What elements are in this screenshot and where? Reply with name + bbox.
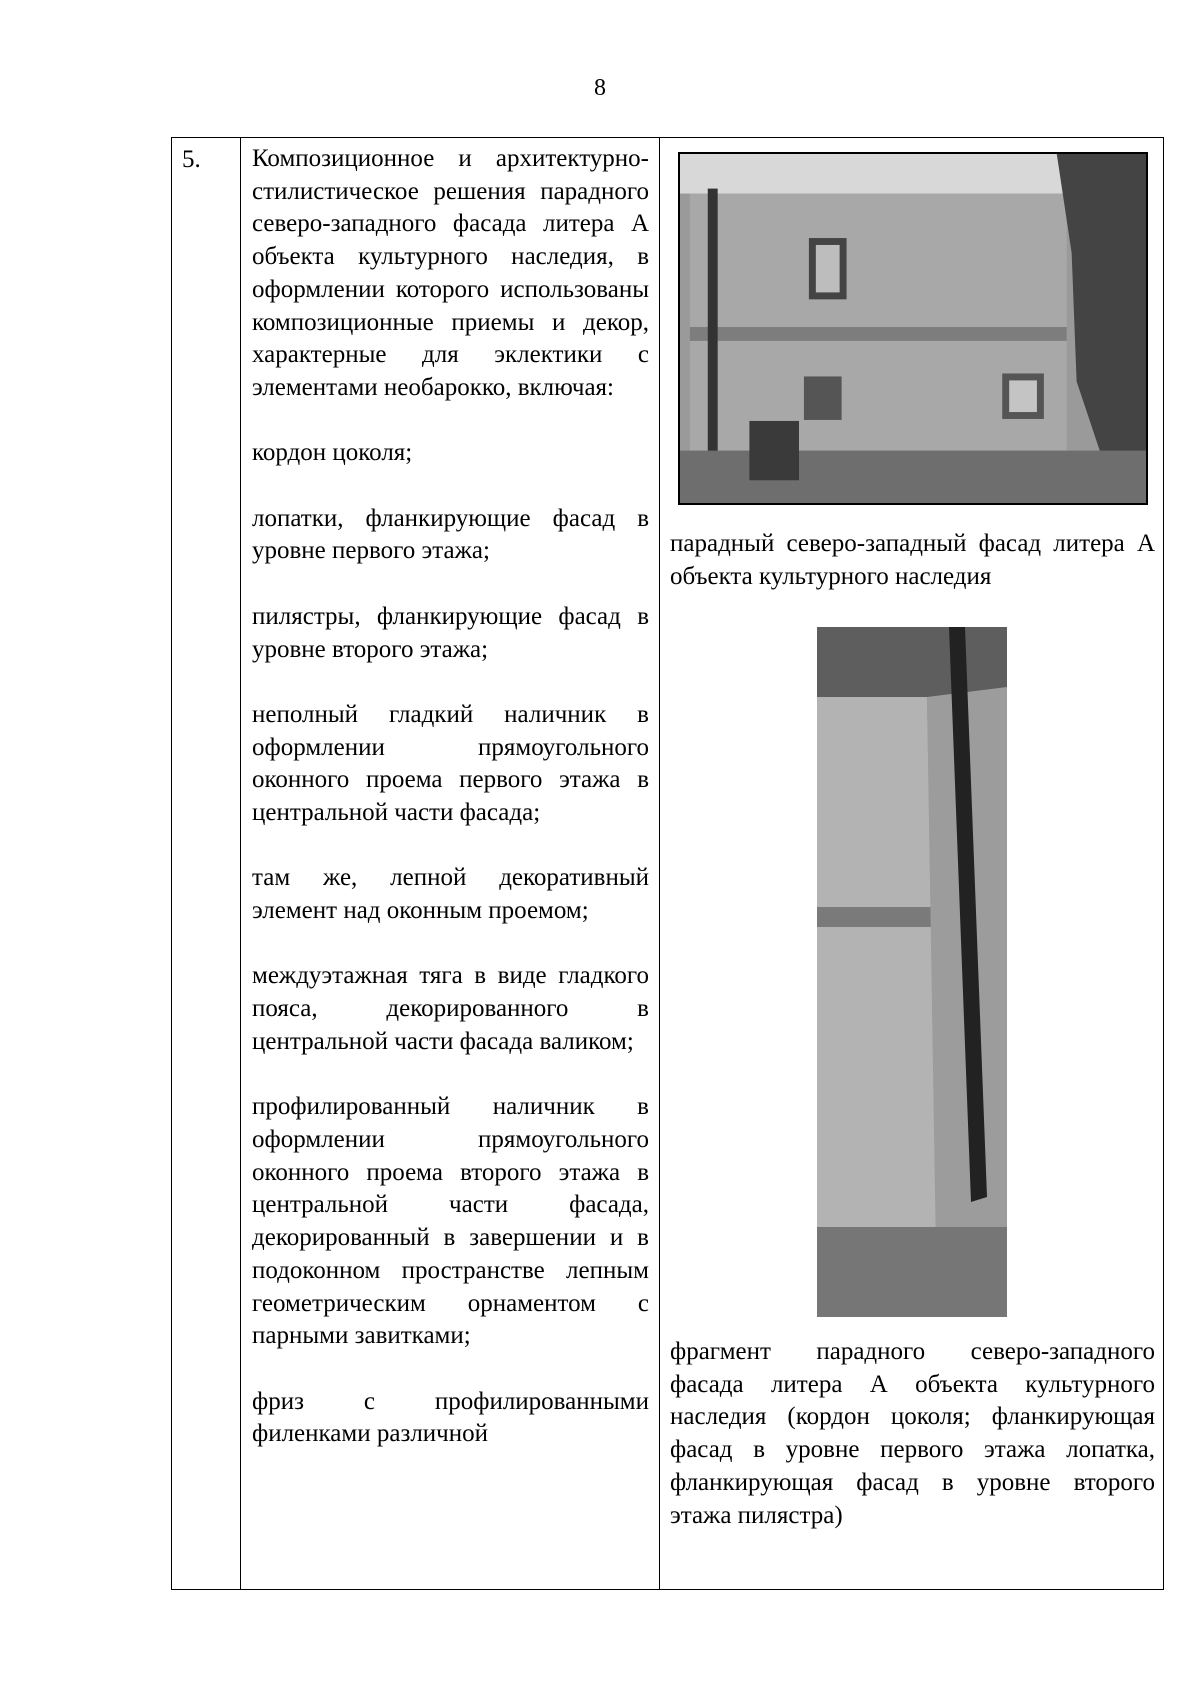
- list-item: лопатки, фланкирующие фасад в уровне первого этажа;: [252, 504, 649, 565]
- list-item: междуэтажная тяга в виде гладкого пояса, декорированного в центральной части фасада валиком;: [252, 962, 649, 1055]
- description-heading: Композиционное и архитектурно-стилистическое решения парадного северо-западного фасада литера А объекта культурного наследия, в оформлении которого использованы композиционные приемы и декор, характерные для эклектики с элементами необарокко, включая:: [252, 145, 649, 401]
- table-row: [172, 138, 1164, 1590]
- list-item: пилястры, фланкирующие фасад в уровне второго этажа;: [252, 602, 649, 663]
- list-item: профилированный наличник в оформлении прямоугольного оконного проема второго этажа в центральной части фасада, декорированный в завершении и в подоконном пространстве лепным геометрическим орнаментом с парными завитками;: [252, 1093, 649, 1350]
- page-number: 8: [594, 75, 606, 101]
- list-item: там же, лепной декоративный элемент над оконным проемом;: [252, 864, 649, 925]
- heritage-table: [171, 137, 1164, 1590]
- facade-photo-caption: парадный северо-западный фасад литера А объекта культурного наследия: [670, 530, 1155, 590]
- list-item: кордон цоколя;: [252, 439, 413, 467]
- facade-fragment-caption: фрагмент парадного северо-западного фасада литера А объекта культурного наследия (кордон цоколя; фланкирующая фасад в уровне первого этажа лопатка, фланкирующая фасад в уровне второго этажа пилястра): [670, 1338, 1155, 1529]
- row-number-cell: [172, 138, 241, 1590]
- list-item: неполный гладкий наличник в оформлении прямоугольного оконного проема первого этажа в центральной части фасада;: [252, 700, 649, 826]
- row-number: 5.: [182, 146, 201, 173]
- list-item: фриз с профилированными филенками различной: [252, 1387, 649, 1448]
- photo-cell: [660, 138, 1164, 1590]
- description-cell: [241, 138, 660, 1590]
- facade-fragment-photo: [817, 627, 1007, 1317]
- facade-photo: [678, 152, 1148, 505]
